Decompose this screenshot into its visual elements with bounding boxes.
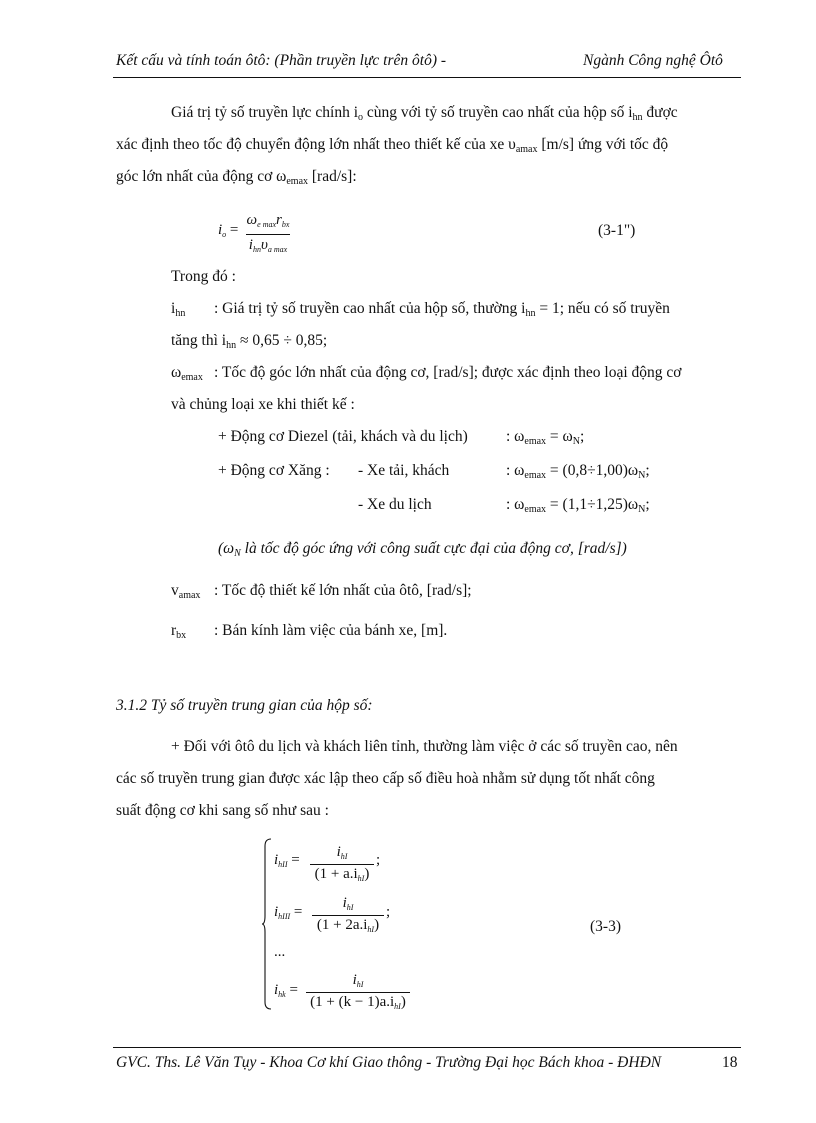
formula-3-dots: ... xyxy=(274,944,286,960)
formula-3-row2-lhs: $i_{hIII}$ = xyxy=(274,904,303,921)
case-petrol-label: + Động cơ Xăng : xyxy=(218,462,330,479)
omega-n-note: ($\omega_N$ là tốc độ góc ứng với công suất cực đại của động cơ, [rad/s]) xyxy=(218,540,627,559)
def-va-text: : Tốc độ thiết kế lớn nhất của ôtô, [rad/s]; xyxy=(214,582,472,599)
formula-3-row1-denominator: $(1 + a.i_{hI})$ xyxy=(314,866,370,883)
intro-line-3: góc lớn nhất của động cơ $\omega_{emax}$ [rad/s]: xyxy=(116,168,357,187)
case-petrol-truck: - Xe tải, khách xyxy=(358,462,450,479)
where-heading: Trong đó : xyxy=(171,268,236,285)
section-title: 3.1.2 Tỷ số truyền trung gian của hộp số: xyxy=(116,697,373,714)
def-we-text: : Tốc độ góc lớn nhất của động cơ, [rad/s]; được xác định theo loại động cơ xyxy=(214,364,682,381)
footer-author: GVC. Ths. Lê Văn Tụy - Khoa Cơ khí Giao thông - Trường Đại học Bách khoa - ĐHĐN xyxy=(116,1054,662,1071)
formula-1-numerator: $\omega_{e max}r_{bx}$ xyxy=(246,212,290,229)
def-we-symbol: $\omega_{emax}$ xyxy=(171,364,203,383)
formula-3-row4-numerator: $i_{hI}$ xyxy=(352,972,364,989)
case-petrol-truck-value: : $\omega_{emax} = (0,8\div 1,00)\omega_N$; xyxy=(506,462,650,481)
case-petrol-car-value: : $\omega_{emax} = (1,1\div 1,25)\omega_N$; xyxy=(506,496,650,515)
formula-3-row4-lhs: $i_{hk}$ = xyxy=(274,982,298,999)
formula-3-row2-semicolon: ; xyxy=(386,904,391,920)
formula-1-label: (3-1") xyxy=(598,222,636,239)
header-title: Kết cấu và tính toán ôtô: (Phần truyền lực trên ôtô) - xyxy=(116,52,447,69)
formula-3-label: (3-3) xyxy=(590,918,621,935)
formula-3-brace xyxy=(262,838,272,1010)
def-ihn-symbol: $i_{hn}$ xyxy=(171,300,186,319)
def-va-symbol: $v_{amax}$ xyxy=(171,582,201,601)
def-ihn-text-2: tăng thì $i_{hn} \approx 0,65 \div 0,85$; xyxy=(171,332,328,351)
def-we-text-2: và chủng loại xe khi thiết kế : xyxy=(171,396,355,413)
formula-3-row1-bar xyxy=(310,864,374,865)
def-rbx-text: : Bán kính làm việc của bánh xe, [m]. xyxy=(214,622,448,639)
def-rbx-symbol: $r_{bx}$ xyxy=(171,622,187,641)
footer-rule xyxy=(113,1047,741,1048)
formula-3-row4-bar xyxy=(306,992,410,993)
section-para-line-3: suất động cơ khi sang số như sau : xyxy=(116,802,329,819)
section-para-line-2: các số truyền trung gian được xác lập theo cấp số điều hoà nhằm sử dụng tốt nhất công xyxy=(116,770,655,787)
formula-1-lhs: $i_o$ = xyxy=(218,222,239,239)
header-rule xyxy=(113,77,741,78)
formula-1-denominator: $i_{hn}\upsilon_{a max}$ xyxy=(248,237,288,254)
page-number: 18 xyxy=(722,1054,738,1071)
formula-3-row1-semicolon: ; xyxy=(376,852,381,868)
def-ihn-text: : Giá trị tỷ số truyền cao nhất của hộp số, thường $i_{hn} = 1$; nếu có số truyền xyxy=(214,300,670,319)
case-diesel-label: + Động cơ Diezel (tải, khách và du lịch) xyxy=(218,428,468,445)
formula-3-row1-lhs: $i_{hII}$ = xyxy=(274,852,300,869)
intro-line-1: Giá trị tỷ số truyền lực chính $i_o$ cùng với tỷ số truyền cao nhất của hộp số $i_{hn}$ được xyxy=(171,104,678,123)
header-subject: Ngành Công nghệ Ôtô xyxy=(583,52,723,69)
formula-1-fraction-bar xyxy=(246,234,290,235)
formula-3-row2-bar xyxy=(312,915,384,916)
formula-3-row1-numerator: $i_{hI}$ xyxy=(336,844,348,861)
formula-3-row2-numerator: $i_{hI}$ xyxy=(342,895,354,912)
formula-3-row2-denominator: $(1 + 2a.i_{hI})$ xyxy=(316,917,380,934)
section-para-line-1: + Đối với ôtô du lịch và khách liên tỉnh, thường làm việc ở các số truyền cao, nên xyxy=(171,738,678,755)
intro-line-2: xác định theo tốc độ chuyển động lớn nhất theo thiết kế của xe $\upsilon_{amax}$ [m/s] ứng với tốc độ xyxy=(116,136,669,155)
case-petrol-car: - Xe du lịch xyxy=(358,496,432,513)
case-diesel-value: : $\omega_{emax} = \omega_N$; xyxy=(506,428,585,447)
formula-3-row4-denominator: $(1 + (k - 1)a.i_{hI})$ xyxy=(310,994,406,1011)
